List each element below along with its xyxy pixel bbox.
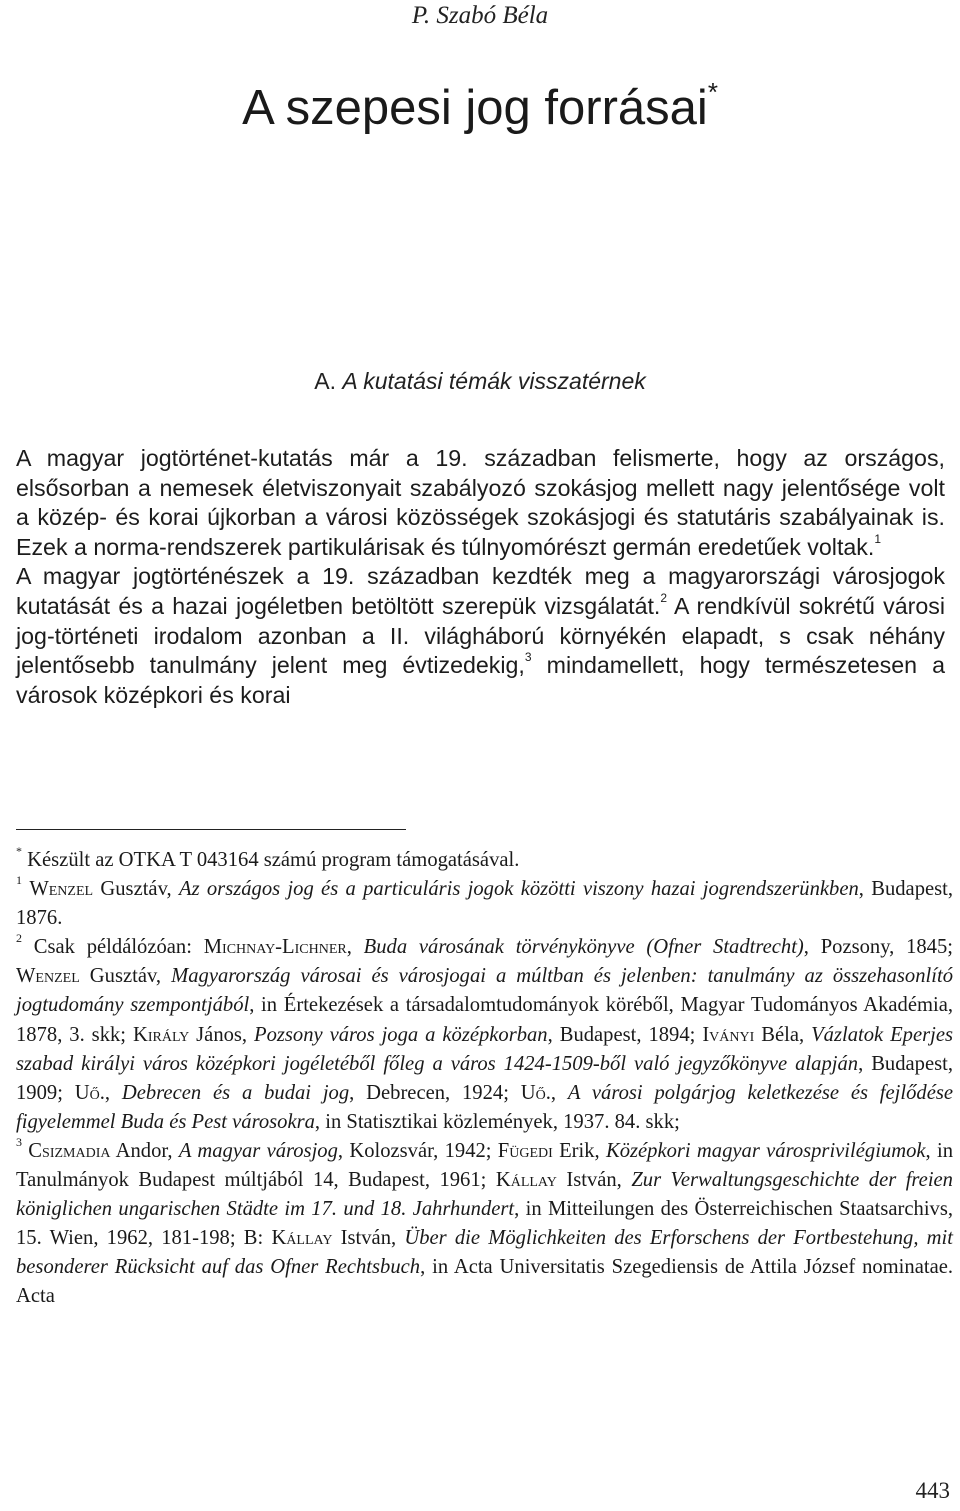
footnote-text: , Budapest, 1894; [547, 1023, 703, 1046]
footnote-text: János, [189, 1023, 255, 1046]
section-number: A. [314, 368, 336, 394]
footnote-author: Király [132, 1023, 190, 1046]
footnote-mark: 3 [16, 1135, 22, 1150]
footnote-work-title: A városi polgárjog keletkezése és fejlődése figyelemmel Buda és Pest városokra [16, 1081, 953, 1133]
footnote-work-title: Vázlatok Eperjes szabad királyi város középkori jogéletéből főleg a város 1424-1509-ből való jegyzőkönyve alapján [16, 1023, 954, 1075]
section-heading [0, 368, 960, 395]
footnote-text: ., [545, 1081, 568, 1104]
article-title-text: A szepesi jog forrásai [242, 81, 708, 135]
footnote-author: Wenzel [16, 965, 80, 988]
footnote-text: Erik, [552, 1139, 606, 1162]
footnote-star [16, 846, 953, 875]
paragraph-text: A magyar jogtörténet-kutatás már a 19. században felismerte, hogy az országos, elsősorban a nemesek életviszonyait szabályozó szokásjog mellett nagy jelentősége volt a közép- és korai újkorban a városi közösségek szokásjogi és statutáris szabályainak is. Ezek a norma-rendszerek partikulárisak és túlnyomórészt germán eredetűek voltak. [16, 445, 945, 560]
footnote-text: ., [99, 1081, 122, 1104]
footnote-author: Michnay-Lichner [203, 936, 347, 959]
footnote-work-title: Az országos jog és a particuláris jogok közötti viszony hazai jogrendszerünkben [178, 878, 859, 901]
footnote-work-title: Zur Verwaltungsgeschichte der freien königlichen ungarischen Städte im 17. und 18. Jahrhundert [16, 1169, 953, 1221]
paragraph [16, 444, 945, 562]
footnote-author: Fügedi [497, 1139, 553, 1162]
footnote-work-title: Über die Möglichkeiten des Erforschens der Fortbestehung, mit besonderer Rücksicht auf das Ofner Rechtsbuch [16, 1227, 954, 1279]
footnote-2 [16, 933, 953, 1137]
footnote-text: István, [332, 1227, 405, 1250]
title-footnote-mark: * [707, 76, 718, 107]
footnote-author: Csizmadia [28, 1139, 111, 1162]
footnote-author: Iványi [702, 1023, 755, 1046]
footnote-text: , in Tanulmányok Budapest múltjából 14, Budapest, 1961; [16, 1139, 953, 1192]
footnote-text: , in Acta Universitatis Szegediensis de Attila József nominatae. Acta [16, 1256, 953, 1308]
footnote-work-title: Debrecen és a budai jog [121, 1081, 350, 1104]
footnote-mark: 1 [16, 873, 22, 888]
footnote-mark: 2 [16, 931, 22, 946]
footnote-text: , Budapest, 1909; [16, 1052, 953, 1104]
footnote-work-title: Buda városának törvénykönyve (Ofner Stadtrecht) [363, 936, 804, 959]
footnote-text: , Debrecen, 1924; [349, 1081, 521, 1104]
footnote-text: Béla, [754, 1023, 812, 1046]
paragraph-text: A magyar jogtörténészek a 19. században kezdték meg a magyarországi városjogok kutatását és a hazai jogéletben betöltött szerepük vizsgálatát. [16, 563, 945, 619]
footnote-text: , Budapest, 1876. [16, 878, 954, 930]
footnotes [16, 846, 953, 1312]
footnote-text: Gusztáv, [93, 878, 179, 901]
footnote-ref: 3 [524, 650, 532, 665]
footnote-text: Készült az OTKA T 043164 számú program támogatásával. [27, 849, 520, 871]
footnote-text: Gusztáv, [79, 965, 172, 988]
paragraph-text: A rendkívül sokrétű városi jog-történeti irodalom azonban a II. világháború környékén elapadt, s csak néhány jelentősebb tanulmány jelent meg évtizedekig, [16, 592, 945, 679]
footnote-text: , Pozsony, 1845; [803, 936, 953, 959]
footnote-work-title: Középkori magyar városprivilégiumok [605, 1139, 926, 1162]
paragraph [16, 562, 945, 710]
paragraph-text: mindamellett, hogy természetesen a városok középkori és korai [16, 652, 945, 708]
footnote-3 [16, 1137, 953, 1312]
footnote-text: István, [556, 1169, 632, 1192]
footnote-text: Andor, [110, 1139, 179, 1162]
footnote-author: Uő [520, 1081, 546, 1104]
footnote-work-title: A magyar városjog [178, 1139, 338, 1162]
footnote-author: Kállay [495, 1169, 557, 1192]
footnote-ref: 2 [660, 591, 668, 606]
footnote-text: , [346, 936, 364, 959]
article-title [0, 76, 960, 136]
footnote-text: Csak példálózóan: [33, 936, 204, 959]
footnote-text: , Kolozsvár, 1942; [337, 1139, 498, 1162]
footnote-mark: * [16, 844, 22, 859]
footnote-separator [16, 829, 406, 830]
body-text [16, 444, 945, 710]
author-name: P. Szabó Béla [411, 2, 549, 29]
section-heading-text: A kutatási témák visszatérnek [342, 368, 646, 394]
footnote-text: , in Értekezések a társadalomtudományok köréből, Magyar Tudományos Akadémia, 1878, 3. skk; [16, 994, 954, 1046]
footnote-work-title: Magyarország városai és városjogai a múltban és jelenben: tanulmány az összehasonlító jogtudomány szempontjából [16, 965, 953, 1017]
page-number: 443 [915, 1478, 950, 1503]
footnote-text: , in Mitteilungen des Österreichischen Staatsarchivs, 15. Wien, 1962, 181-198; B: [16, 1198, 953, 1250]
footnote-ref: 1 [874, 532, 882, 547]
footnote-work-title: Pozsony város joga a középkorban [254, 1023, 548, 1046]
footnote-author: Kállay [271, 1227, 333, 1250]
footnote-author: Wenzel [29, 878, 94, 901]
footnote-1 [16, 875, 953, 933]
footnote-text: , in Statisztikai közlemények, 1937. 84. skk; [314, 1110, 680, 1133]
footnote-author: Uő [74, 1081, 100, 1104]
